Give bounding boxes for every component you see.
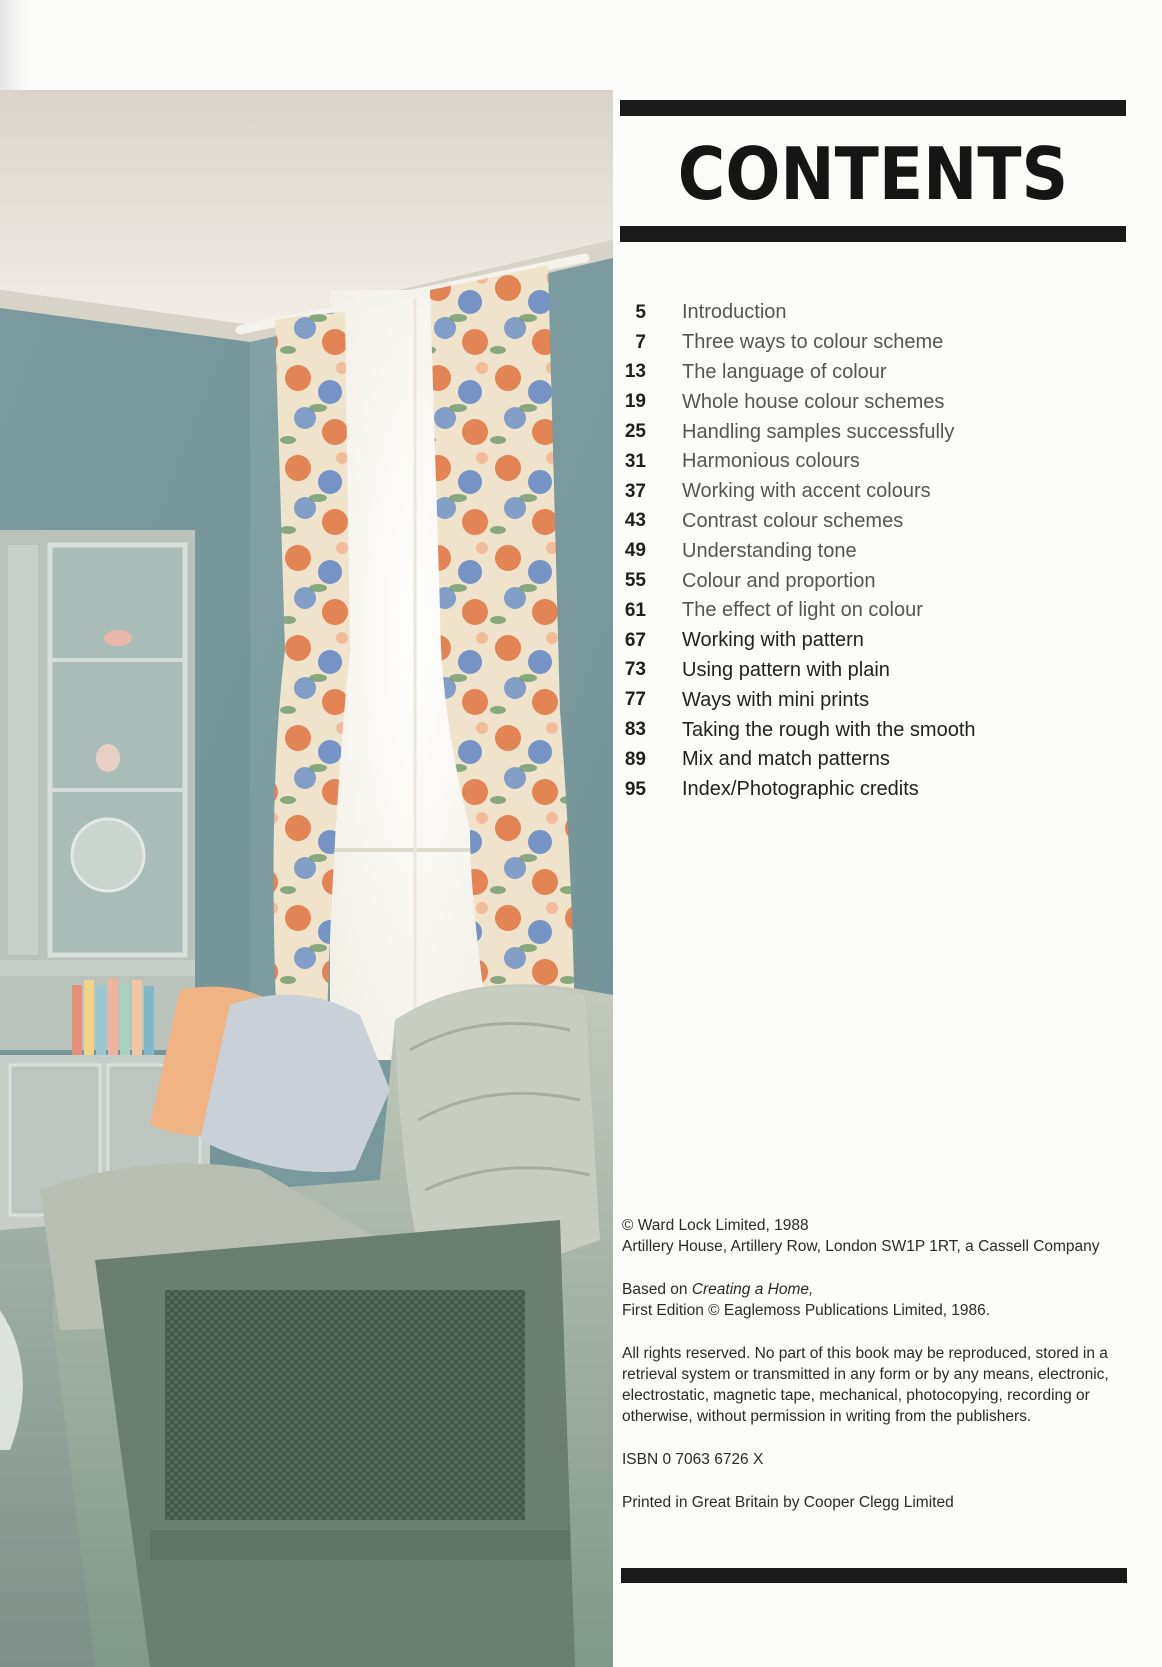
toc-entry bbox=[610, 775, 1130, 805]
toc-page-number: 89 bbox=[624, 748, 646, 770]
toc-page-number: 61 bbox=[624, 599, 646, 621]
toc-entry-title: Understanding tone bbox=[682, 539, 857, 562]
toc-entry bbox=[610, 298, 1130, 328]
rights-statement: All rights reserved. No part of this book may be reproduced, stored in a retrieval system or transmitted in any form or by any means, electronic, electrostatic, magnetic tape, mechanical, photocopying, recording or otherwise, without permission in writing from the publishers. bbox=[622, 1345, 1109, 1425]
isbn: ISBN 0 7063 6726 X bbox=[622, 1451, 764, 1468]
toc-entry bbox=[610, 715, 1130, 745]
toc-entry-title: The effect of light on colour bbox=[682, 599, 923, 622]
source-title: Creating a Home, bbox=[691, 1281, 814, 1298]
toc-entry-title: The language of colour bbox=[682, 360, 887, 383]
toc-entry-title: Index/Photographic credits bbox=[682, 778, 919, 801]
toc-entry-title: Ways with mini prints bbox=[682, 688, 870, 711]
imprint bbox=[622, 1215, 1132, 1513]
toc-page-number: 67 bbox=[624, 629, 646, 651]
toc-page-number: 7 bbox=[635, 331, 646, 353]
toc-page-number: 43 bbox=[624, 510, 646, 532]
page-title: CONTENTS bbox=[677, 132, 1069, 216]
toc-entry-title: Harmonious colours bbox=[682, 450, 860, 473]
toc-entry bbox=[610, 685, 1130, 715]
toc-entry bbox=[610, 536, 1130, 566]
toc-page-number: 19 bbox=[624, 391, 646, 413]
publisher-address: Artillery House, Artillery Row, London SW1P 1RT, a Cassell Company bbox=[622, 1238, 1100, 1255]
toc-entry bbox=[610, 328, 1130, 358]
copyright-line: © Ward Lock Limited, 1988 bbox=[622, 1217, 809, 1234]
toc-page-number: 31 bbox=[624, 450, 646, 472]
title-rule bbox=[620, 226, 1126, 242]
toc-entry bbox=[610, 417, 1130, 447]
toc-entry-title: Working with pattern bbox=[682, 629, 864, 652]
toc-page-number: 37 bbox=[624, 480, 646, 502]
toc-page-number: 95 bbox=[624, 778, 646, 800]
toc-entry bbox=[610, 626, 1130, 656]
room-photograph bbox=[0, 90, 613, 1667]
toc-page-number: 49 bbox=[624, 540, 646, 562]
toc-entry bbox=[610, 387, 1130, 417]
toc-entry-title: Taking the rough with the smooth bbox=[682, 718, 976, 741]
toc-page-number: 25 bbox=[624, 421, 646, 443]
toc-entry bbox=[610, 358, 1130, 388]
toc-page-number: 77 bbox=[624, 689, 646, 711]
toc-entry bbox=[610, 745, 1130, 775]
toc-entry-title: Handling samples successfully bbox=[682, 420, 955, 443]
first-edition-line: First Edition © Eaglemoss Publications Limited, 1986. bbox=[622, 1302, 991, 1319]
toc-entry-title: Introduction bbox=[682, 301, 787, 324]
toc-entry bbox=[610, 477, 1130, 507]
toc-entry-title: Working with accent colours bbox=[682, 480, 931, 503]
top-rule bbox=[620, 100, 1126, 116]
toc-entry-title: Mix and match patterns bbox=[682, 748, 890, 771]
toc-entry bbox=[610, 596, 1130, 626]
toc-page-number: 5 bbox=[635, 301, 646, 323]
bottom-rule bbox=[621, 1568, 1127, 1583]
toc-page-number: 13 bbox=[624, 361, 646, 383]
toc-entry bbox=[610, 507, 1130, 537]
toc-page-number: 55 bbox=[624, 570, 646, 592]
toc-entry bbox=[610, 447, 1130, 477]
toc-page-number: 73 bbox=[624, 659, 646, 681]
toc-entry bbox=[610, 566, 1130, 596]
toc-entry bbox=[610, 656, 1130, 686]
printer-line: Printed in Great Britain by Cooper Clegg Limited bbox=[622, 1494, 954, 1511]
table-of-contents bbox=[610, 298, 1130, 805]
toc-entry-title: Contrast colour schemes bbox=[682, 509, 904, 532]
toc-entry-title: Whole house colour schemes bbox=[682, 390, 945, 413]
toc-page-number: 83 bbox=[624, 719, 646, 741]
toc-entry-title: Three ways to colour scheme bbox=[682, 331, 944, 354]
toc-entry-title: Colour and proportion bbox=[682, 569, 876, 592]
based-on-line: Based on Creating a Home, bbox=[622, 1281, 814, 1298]
toc-entry-title: Using pattern with plain bbox=[682, 658, 890, 681]
